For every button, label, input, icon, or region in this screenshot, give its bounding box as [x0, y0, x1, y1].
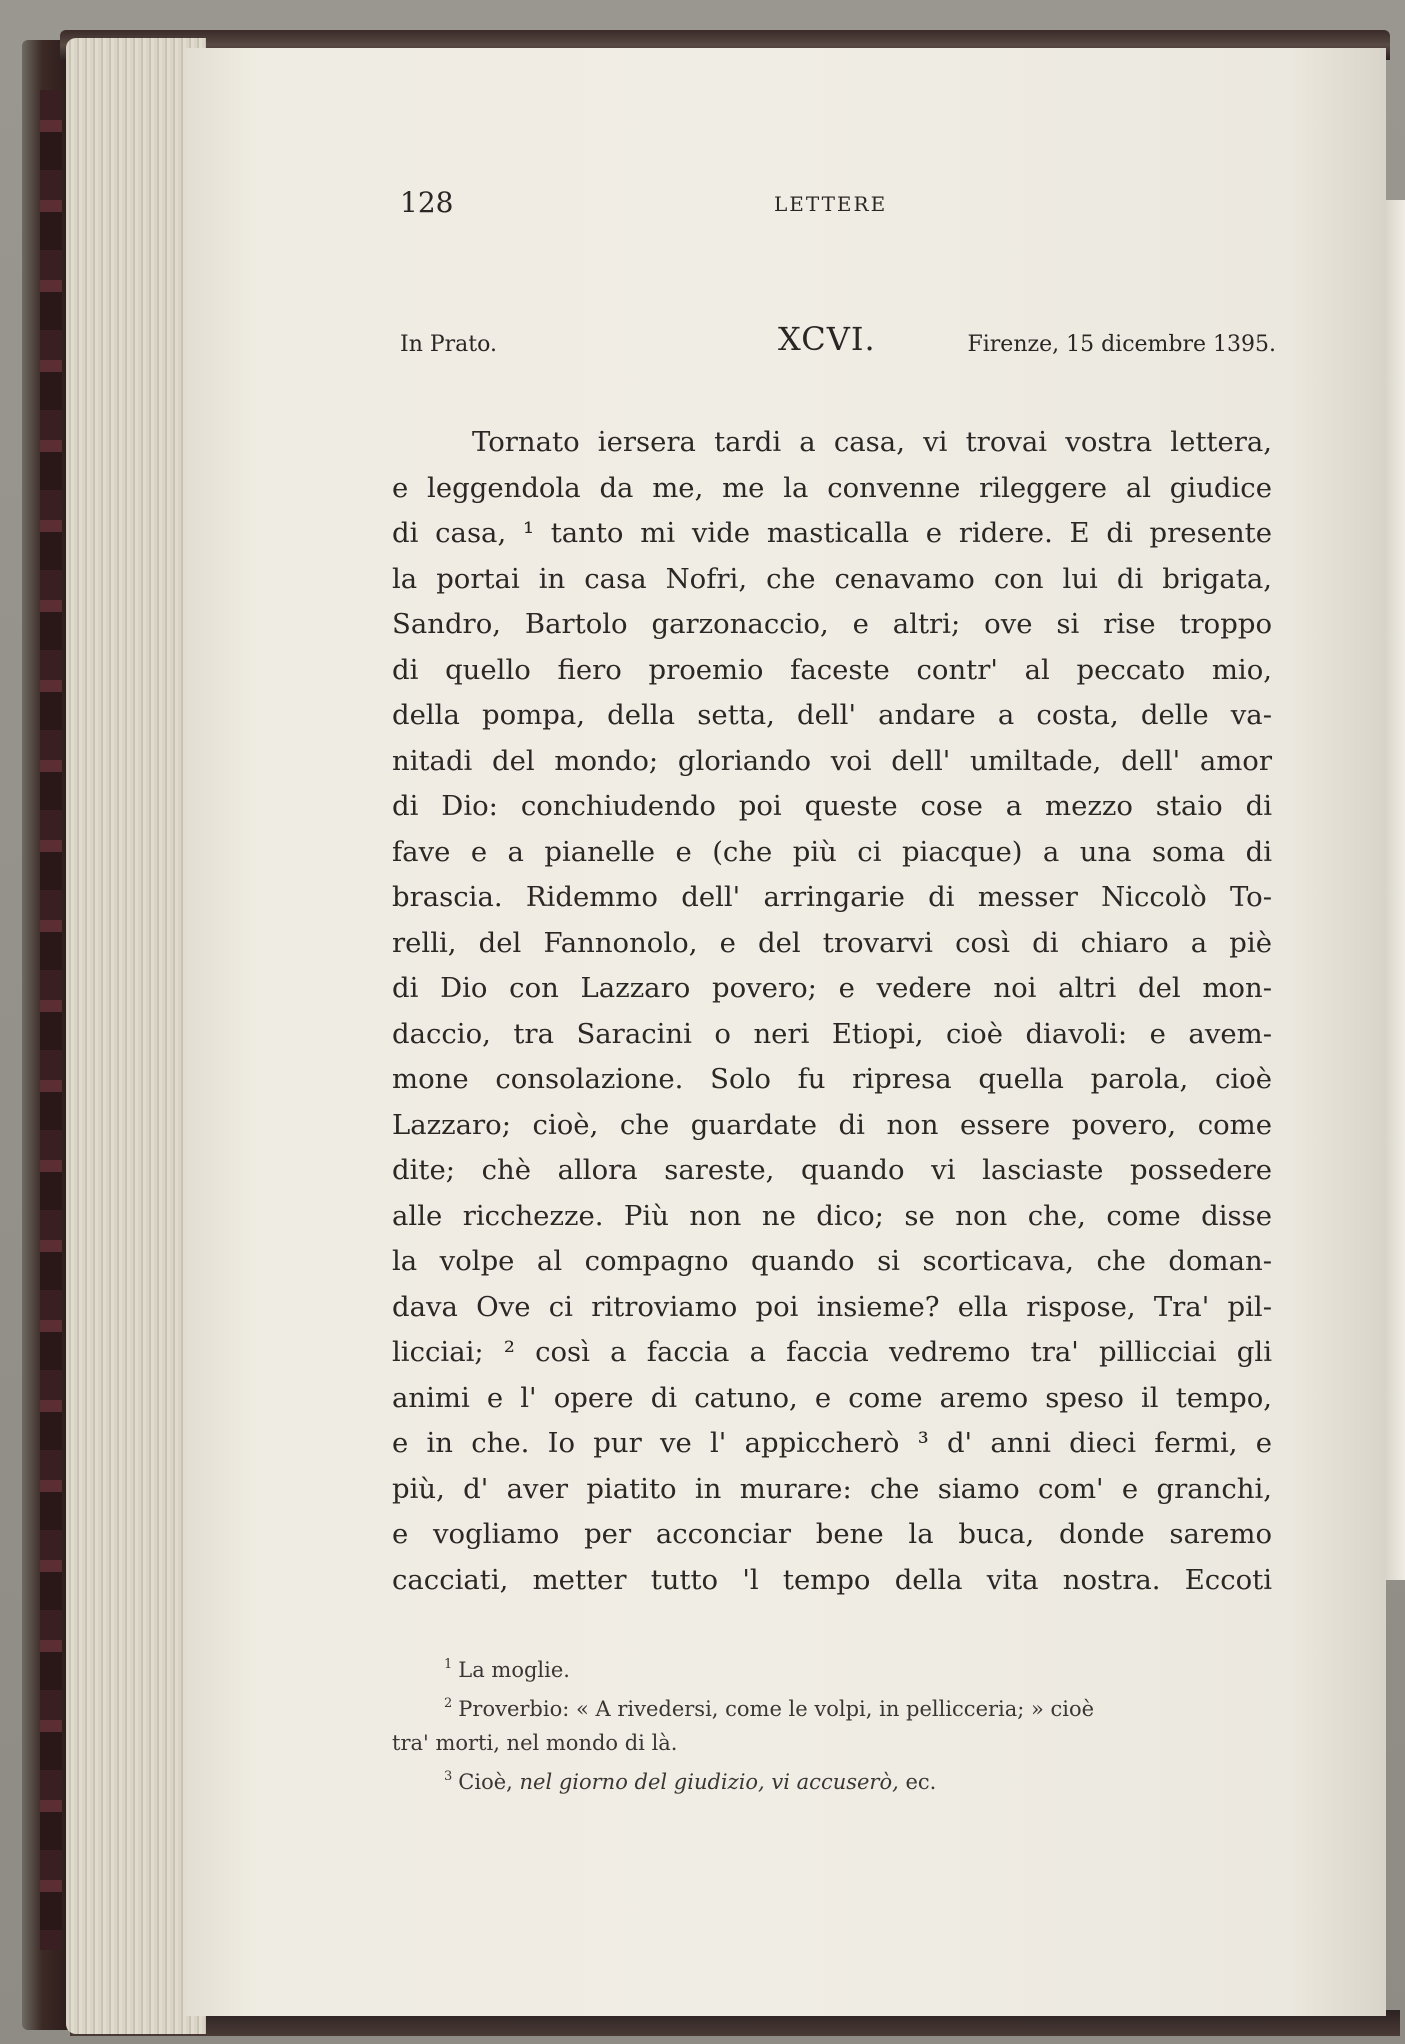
body-line: la volpe al compagno quando si scorticava, che doman- [392, 1245, 1272, 1277]
body-line: e leggendola da me, me la convenne rileggere al giudice [392, 471, 1272, 504]
letter-date: Firenze, 15 dicembre 1395. [967, 332, 1276, 357]
letter-body [392, 420, 1272, 1603]
body-line: di Dio: conchiudendo poi queste cose a mezzo staio di [392, 790, 1272, 822]
footnote-text: ec. [905, 1770, 937, 1794]
body-line: dite; chè allora sareste, quando vi lasciaste possedere [392, 1154, 1272, 1186]
body-line: di quello fiero proemio faceste contr' al peccato mio, [392, 653, 1272, 686]
footnotes [392, 1648, 1258, 1799]
body-line: brascia. Ridemmo dell' arringarie di messer Niccolò To- [392, 881, 1272, 913]
body-line: cacciati, metter tutto 'l tempo della vita nostra. Eccoti [392, 1563, 1272, 1596]
body-line: fave e a pianelle e (che più ci piacque) a una soma di [392, 835, 1272, 868]
letter-number: XCVI. [778, 320, 876, 358]
footnote-3 [392, 1760, 1258, 1799]
letter-recipient: In Prato. [400, 332, 497, 357]
footnote-2 [392, 1687, 1258, 1726]
body-line: Sandro, Bartolo garzonaccio, e altri; ove si rise troppo [392, 608, 1272, 640]
footnote-italic-text: nel giorno del giudizio, vi accuserò, [519, 1770, 899, 1794]
body-line: la portai in casa Nofri, che cenavamo con lui di brigata, [392, 562, 1272, 595]
footnote-mark: 1 [444, 1657, 453, 1672]
body-line: Tornato iersera tardi a casa, vi trovai vostra lettera, [472, 426, 1272, 458]
body-line: dava Ove ci ritroviamo poi insieme? ella rispose, Tra' pil- [392, 1290, 1272, 1323]
letter-heading [400, 320, 1276, 370]
footnote-text: Cioè, [458, 1770, 513, 1794]
body-line: alle ricchezze. Più non ne dico; se non che, come disse [392, 1199, 1272, 1232]
body-line: e in che. Io pur ve l' appiccherò ³ d' anni dieci fermi, e [392, 1427, 1272, 1459]
body-line: daccio, tra Saracini o neri Etiopi, cioè diavoli: e avem- [392, 1017, 1272, 1050]
body-line: di casa, ¹ tanto mi vide masticalla e ridere. E di presente [392, 517, 1272, 549]
footnote-text: Proverbio: « A rivedersi, come le volpi, in pellicceria; » cioè [458, 1697, 1095, 1721]
running-head [400, 186, 1276, 226]
body-line: Lazzaro; cioè, che guardate di non essere povero, come [392, 1108, 1272, 1141]
footnote-mark: 2 [444, 1696, 453, 1711]
footnote-1 [392, 1648, 1258, 1687]
footnote-mark: 3 [444, 1769, 453, 1784]
body-line: animi e l' opere di catuno, e come aremo speso il tempo, [392, 1381, 1272, 1414]
page-number: 128 [400, 186, 454, 219]
body-line: della pompa, della setta, dell' andare a costa, delle va- [392, 699, 1272, 731]
body-line: relli, del Fannonolo, e del trovarvi così di chiaro a piè [392, 926, 1272, 959]
body-line: e vogliamo per acconciar bene la buca, donde saremo [392, 1518, 1272, 1550]
running-title: LETTERE [774, 192, 888, 216]
body-line: licciai; ² così a faccia a faccia vedremo tra' pillicciai gli [392, 1336, 1272, 1368]
body-line: mone consolazione. Solo fu ripresa quella parola, cioè [392, 1063, 1272, 1095]
body-line: più, d' aver piatito in murare: che siamo com' e granchi, [392, 1472, 1272, 1505]
body-line: di Dio con Lazzaro povero; e vedere noi altri del mon- [392, 972, 1272, 1004]
footnote-2-continued [392, 1726, 1258, 1760]
body-line: nitadi del mondo; gloriando voi dell' umiltade, dell' amor [392, 744, 1272, 777]
spine-binding [40, 90, 62, 1950]
footnote-text: La moglie. [458, 1658, 570, 1682]
footnote-text: tra' morti, nel mondo di là. [392, 1731, 678, 1755]
page-block-edge [66, 38, 206, 2034]
